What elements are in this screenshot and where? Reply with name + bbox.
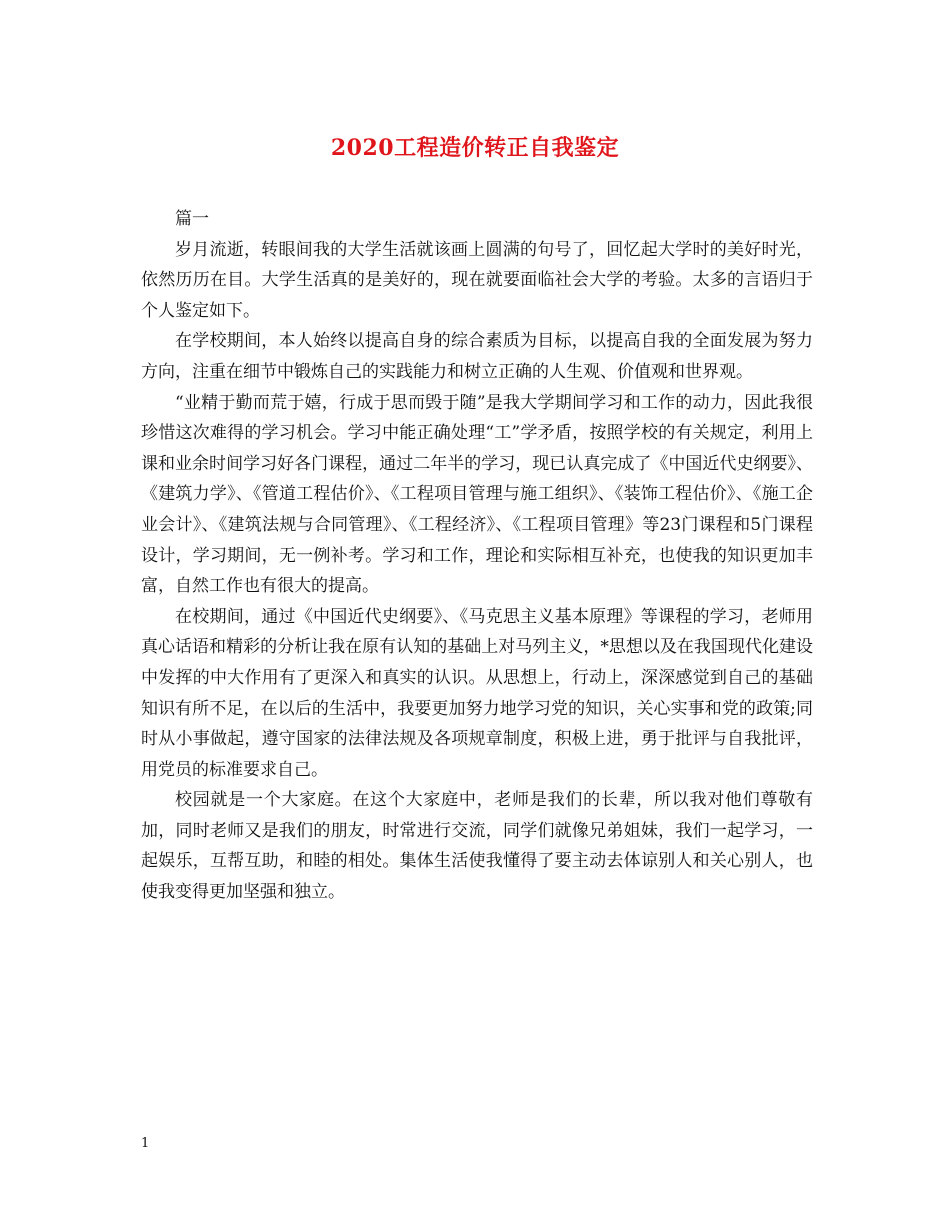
paragraph-3: “业精于勤而荒于嬉，行成于思而毁于随”是我大学期间学习和工作的动力，因此我很珍惜这次难得的学习机会。学习中能正确处理“工”学矛盾，按照学校的有关规定，利用上课和业余时间学习好各门课程，通过二年半的学习，现已认真完成了《中国近代史纲要》、《建筑力学》、《管道工程估价》、《工程项目管理与施工组织》、《装饰工程估价》、《施工企业会计》、《建筑法规与合同管理》、《工程经济》、《工程项目管理》等23门课程和5门课程设计，学习期间，无一例补考。学习和工作，理论和实际相互补充，也使我的知识更加丰富，自然工作也有很大的提高。: [141, 392, 813, 597]
paragraph-2: 在学校期间，本人始终以提高自身的综合素质为目标，以提高自我的全面发展为努力方向，注重在细节中锻炼自己的实践能力和树立正确的人生观、价值观和世界观。: [141, 331, 813, 382]
document-body: [141, 204, 813, 908]
paragraph-4: 在校期间，通过《中国近代史纲要》、《马克思主义基本原理》等课程的学习，老师用真心话语和精彩的分析让我在原有认知的基础上对马列主义，*思想以及在我国现代化建设中发挥的中大作用有了更深入和真实的认识。从思想上，行动上，深深感觉到自己的基础知识有所不足，在以后的生活中，我要更加努力地学习党的知识，关心实事和党的政策;同时从小事做起，遵守国家的法律法规及各项规章制度，积极上进，勇于批评与自我批评，用党员的标准要求自己。: [141, 606, 813, 780]
section-label: 篇一: [175, 209, 209, 229]
document-title: 2020工程造价转正自我鉴定: [330, 135, 620, 161]
page-number: 1: [141, 1136, 150, 1151]
paragraph-5: 校园就是一个大家庭。在这个大家庭中，老师是我们的长辈，所以我对他们尊敬有加，同时老师又是我们的朋友，时常进行交流，同学们就像兄弟姐妹，我们一起学习，一起娱乐，互帮互助，和睦的相处。集体生活使我懂得了要主动去体谅别人和关心别人，也使我变得更加坚强和独立。: [141, 790, 813, 903]
paragraph-1: 岁月流逝，转眼间我的大学生活就该画上圆满的句号了，回忆起大学时的美好时光，依然历历在目。大学生活真的是美好的，现在就要面临社会大学的考验。太多的言语归于个人鉴定如下。: [141, 239, 813, 321]
